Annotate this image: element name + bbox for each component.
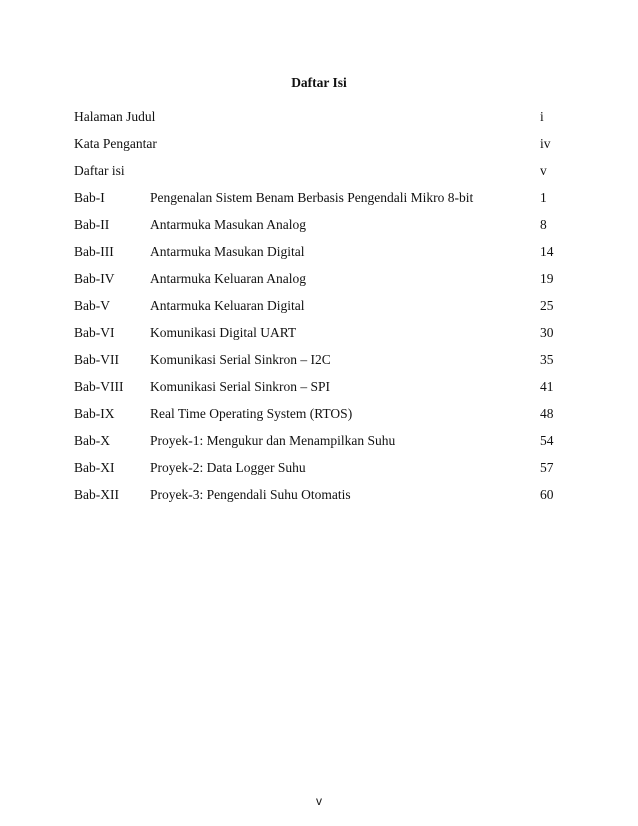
toc-entry-page: iv: [540, 136, 551, 151]
toc-entry-page: 60: [540, 487, 554, 502]
toc-entry-title: Antarmuka Keluaran Digital: [150, 298, 305, 313]
toc-row: [74, 298, 564, 325]
toc-entry-title: Proyek-1: Mengukur dan Menampilkan Suhu: [150, 433, 396, 448]
toc-entry-title: Antarmuka Masukan Digital: [150, 244, 305, 259]
toc-entry-label: Bab-XII: [74, 487, 119, 502]
toc-entry-page: 41: [540, 379, 554, 394]
toc-entry-label: Daftar isi: [74, 163, 125, 178]
toc-entry-label: Halaman Judul: [74, 109, 156, 124]
toc-entry-page: 54: [540, 433, 554, 448]
toc-row: [74, 109, 564, 136]
toc-entry-label: Bab-IX: [74, 406, 115, 421]
toc-entry-page: 35: [540, 352, 554, 367]
toc-row: [74, 136, 564, 163]
toc-row: [74, 217, 564, 244]
toc-entry-page: v: [540, 163, 547, 178]
toc-row: [74, 271, 564, 298]
table-of-contents: [74, 109, 564, 514]
toc-entry-label: Bab-VII: [74, 352, 119, 367]
toc-entry-page: 14: [540, 244, 554, 259]
toc-entry-label: Bab-XI: [74, 460, 115, 475]
toc-row: [74, 244, 564, 271]
toc-row: [74, 487, 564, 514]
toc-row: [74, 163, 564, 190]
toc-entry-label: Bab-III: [74, 244, 114, 259]
toc-row: [74, 460, 564, 487]
toc-entry-page: 25: [540, 298, 554, 313]
toc-entry-title: Komunikasi Serial Sinkron – SPI: [150, 379, 331, 394]
toc-row: [74, 433, 564, 460]
toc-entry-title: Komunikasi Digital UART: [150, 325, 297, 340]
toc-entry-page: i: [540, 109, 544, 124]
toc-entry-page: 1: [540, 190, 547, 205]
toc-entry-label: Bab-VIII: [74, 379, 124, 394]
toc-entry-page: 48: [540, 406, 554, 421]
toc-row: [74, 379, 564, 406]
toc-entry-label: Bab-II: [74, 217, 110, 232]
page-number: v: [316, 794, 322, 808]
toc-entry-title: Antarmuka Masukan Analog: [150, 217, 306, 232]
toc-entry-title: Real Time Operating System (RTOS): [150, 406, 353, 421]
toc-entry-label: Bab-V: [74, 298, 110, 313]
toc-row: [74, 325, 564, 352]
toc-entry-title: Komunikasi Serial Sinkron – I2C: [150, 352, 331, 367]
toc-entry-page: 19: [540, 271, 554, 286]
toc-row: [74, 190, 564, 217]
toc-row: [74, 406, 564, 433]
toc-entry-page: 57: [540, 460, 554, 475]
toc-row: [74, 352, 564, 379]
toc-entry-title: Pengenalan Sistem Benam Berbasis Pengendali Mikro 8-bit: [150, 190, 474, 205]
toc-entry-label: Bab-VI: [74, 325, 115, 340]
toc-entry-title: Proyek-2: Data Logger Suhu: [150, 460, 306, 475]
toc-entry-title: Antarmuka Keluaran Analog: [150, 271, 306, 286]
toc-entry-label: Bab-X: [74, 433, 110, 448]
toc-entry-label: Kata Pengantar: [74, 136, 157, 151]
toc-entry-label: Bab-IV: [74, 271, 115, 286]
toc-entry-page: 8: [540, 217, 547, 232]
page-title: Daftar Isi: [291, 75, 347, 90]
toc-entry-label: Bab-I: [74, 190, 105, 205]
toc-entry-page: 30: [540, 325, 554, 340]
toc-entry-title: Proyek-3: Pengendali Suhu Otomatis: [150, 487, 351, 502]
